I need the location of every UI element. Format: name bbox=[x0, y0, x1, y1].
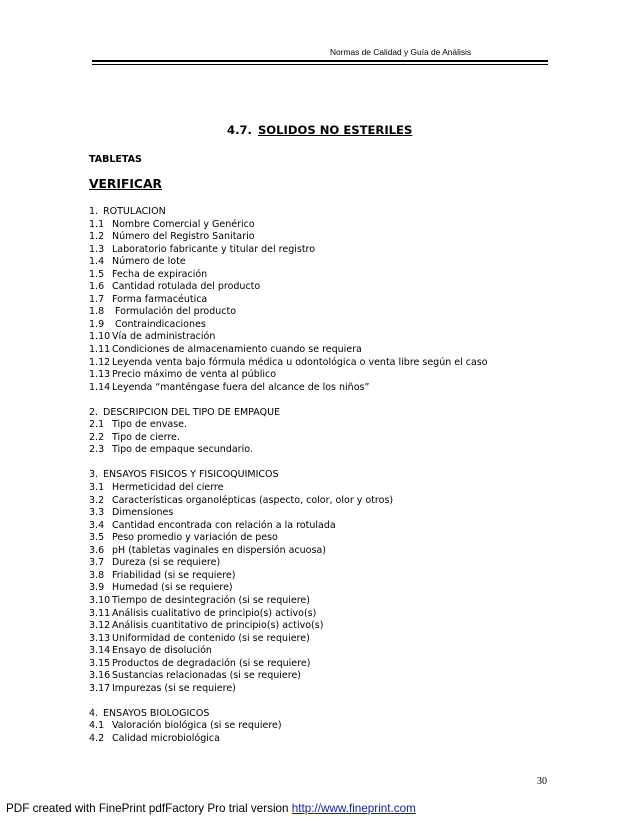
item-text: Peso promedio y variación de peso bbox=[112, 532, 278, 544]
item-text: Número de lote bbox=[112, 256, 186, 268]
list-item bbox=[89, 269, 488, 282]
item-text: Cantidad rotulada del producto bbox=[112, 281, 261, 293]
item-number: 4.2 bbox=[89, 732, 105, 744]
item-text: Calidad microbiológica bbox=[112, 732, 220, 744]
item-text: Condiciones de almacenamiento cuando se requiera bbox=[112, 344, 362, 356]
item-number: 1.2 bbox=[89, 231, 105, 243]
item-number: 1.9 bbox=[89, 318, 105, 330]
footer-link[interactable]: http://www.fineprint.com bbox=[291, 802, 416, 815]
list-item bbox=[89, 733, 488, 746]
list-item bbox=[89, 344, 488, 357]
checklist bbox=[89, 206, 488, 758]
item-number: 3.13 bbox=[89, 632, 111, 644]
item-number: 3.2 bbox=[89, 494, 105, 506]
checklist-group bbox=[89, 469, 488, 695]
list-item bbox=[89, 281, 488, 294]
group-title bbox=[89, 407, 488, 420]
list-item bbox=[89, 683, 488, 696]
section-title-text: SOLIDOS NO ESTERILES bbox=[257, 123, 413, 137]
list-item bbox=[89, 608, 488, 621]
item-text: Ensayo de disolución bbox=[112, 645, 212, 657]
item-number: 1.7 bbox=[89, 293, 105, 305]
list-item bbox=[89, 256, 488, 269]
item-number: 3.3 bbox=[89, 507, 105, 519]
list-item bbox=[89, 419, 488, 432]
list-item bbox=[89, 357, 488, 370]
item-text: Tipo de empaque secundario. bbox=[112, 444, 253, 456]
item-number: 2.3 bbox=[89, 444, 105, 456]
item-number: 1.14 bbox=[89, 381, 111, 393]
list-item bbox=[89, 369, 488, 382]
item-text: Valoración biológica (si se requiere) bbox=[112, 720, 282, 732]
item-text: Cantidad encontrada con relación a la rotulada bbox=[112, 519, 336, 531]
list-item bbox=[89, 658, 488, 671]
section-number: 4.7. bbox=[227, 123, 252, 137]
item-number: 3.8 bbox=[89, 569, 105, 581]
group-title-text: ENSAYOS FISICOS Y FISICOQUIMICOS bbox=[103, 469, 279, 481]
list-item bbox=[89, 306, 488, 319]
group-title bbox=[89, 708, 488, 721]
subtitle: TABLETAS bbox=[89, 154, 142, 165]
item-text: Análisis cuantitativo de principio(s) activo(s) bbox=[112, 620, 324, 632]
checklist-group bbox=[89, 407, 488, 457]
group-number: 2. bbox=[89, 406, 99, 418]
running-header: Normas de Calidad y Guía de Análisis bbox=[330, 47, 472, 57]
item-text: pH (tabletas vaginales en dispersión acuosa) bbox=[112, 544, 326, 556]
list-item bbox=[89, 620, 488, 633]
item-text: Forma farmacéutica bbox=[112, 293, 208, 305]
list-item bbox=[89, 495, 488, 508]
item-number: 3.6 bbox=[89, 544, 105, 556]
group-title bbox=[89, 206, 488, 219]
item-text: Impurezas (si se requiere) bbox=[112, 682, 236, 694]
list-item bbox=[89, 331, 488, 344]
item-text: Tiempo de desintegración (si se requiere) bbox=[112, 594, 310, 606]
item-text: Hermeticidad del cierre bbox=[112, 482, 224, 494]
item-number: 1.12 bbox=[89, 356, 111, 368]
group-title-text: DESCRIPCION DEL TIPO DE EMPAQUE bbox=[103, 406, 281, 418]
item-number: 1.8 bbox=[89, 306, 105, 318]
list-item bbox=[89, 595, 488, 608]
list-item bbox=[89, 545, 488, 558]
footer-text: PDF created with FinePrint pdfFactory Pro trial version bbox=[6, 802, 292, 815]
item-number: 3.15 bbox=[89, 657, 111, 669]
item-text: Dureza (si se requiere) bbox=[112, 557, 221, 569]
item-number: 3.14 bbox=[89, 645, 111, 657]
item-text: Leyenda venta bajo fórmula médica u odontológica o venta libre según el caso bbox=[112, 356, 488, 368]
list-item bbox=[89, 520, 488, 533]
list-item bbox=[89, 633, 488, 646]
page-number: 30 bbox=[537, 776, 547, 787]
item-number: 3.7 bbox=[89, 557, 105, 569]
item-text: Uniformidad de contenido (si se requiere) bbox=[112, 632, 310, 644]
item-number: 2.2 bbox=[89, 431, 105, 443]
list-item bbox=[89, 319, 488, 332]
list-item bbox=[89, 482, 488, 495]
list-item bbox=[89, 219, 488, 232]
item-number: 1.11 bbox=[89, 344, 111, 356]
item-text: Sustancias relacionadas (si se requiere) bbox=[112, 670, 302, 682]
item-number: 1.1 bbox=[89, 218, 105, 230]
header-rule-thin bbox=[92, 64, 548, 65]
header-rule bbox=[92, 60, 548, 62]
list-item bbox=[89, 244, 488, 257]
item-text: Leyenda “manténgase fuera del alcance de los niños” bbox=[112, 381, 370, 393]
checklist-group bbox=[89, 206, 488, 394]
item-text: Nombre Comercial y Genérico bbox=[112, 218, 255, 230]
item-number: 1.13 bbox=[89, 369, 111, 381]
list-item bbox=[89, 432, 488, 445]
item-number: 1.6 bbox=[89, 281, 105, 293]
section-title bbox=[227, 123, 412, 137]
item-text: Tipo de envase. bbox=[112, 419, 188, 431]
list-item bbox=[89, 557, 488, 570]
list-item bbox=[89, 532, 488, 545]
item-number: 1.5 bbox=[89, 268, 105, 280]
group-number: 3. bbox=[89, 469, 99, 481]
item-number: 3.11 bbox=[89, 607, 111, 619]
item-number: 2.1 bbox=[89, 419, 105, 431]
group-number: 1. bbox=[89, 206, 99, 217]
item-text: Análisis cualitativo de principio(s) activo(s) bbox=[112, 607, 317, 619]
item-text: Productos de degradación (si se requiere) bbox=[112, 657, 311, 669]
item-number: 3.5 bbox=[89, 532, 105, 544]
list-item bbox=[89, 582, 488, 595]
item-number: 3.1 bbox=[89, 482, 105, 494]
item-number: 3.16 bbox=[89, 670, 111, 682]
item-text: Precio máximo de venta al público bbox=[112, 369, 277, 381]
item-number: 1.3 bbox=[89, 243, 105, 255]
item-text: Laboratorio fabricante y titular del registro bbox=[112, 243, 316, 255]
list-item bbox=[89, 382, 488, 395]
item-number: 3.4 bbox=[89, 519, 105, 531]
list-item bbox=[89, 670, 488, 683]
item-number: 3.10 bbox=[89, 594, 111, 606]
item-text: Fecha de expiración bbox=[112, 268, 208, 280]
group-title-text: ENSAYOS BIOLOGICOS bbox=[103, 707, 210, 719]
list-item bbox=[89, 294, 488, 307]
item-number: 3.9 bbox=[89, 582, 105, 594]
item-number: 4.1 bbox=[89, 720, 105, 732]
item-text: Friabilidad (si se requiere) bbox=[112, 569, 236, 581]
verify-heading: VERIFICAR bbox=[89, 177, 162, 191]
group-number: 4. bbox=[89, 707, 99, 719]
list-item bbox=[89, 645, 488, 658]
list-item bbox=[89, 507, 488, 520]
item-text: Características organolépticas (aspecto, color, olor y otros) bbox=[112, 494, 394, 506]
pdf-footer bbox=[6, 802, 416, 815]
list-item bbox=[89, 444, 488, 457]
item-text: Tipo de cierre. bbox=[112, 431, 180, 443]
list-item bbox=[89, 570, 488, 583]
item-number: 3.17 bbox=[89, 682, 111, 694]
group-title-text: ROTULACION bbox=[103, 206, 166, 217]
item-number: 1.4 bbox=[89, 256, 105, 268]
item-text: Contraindicaciones bbox=[112, 318, 206, 330]
item-text: Formulación del producto bbox=[112, 306, 237, 318]
list-item bbox=[89, 720, 488, 733]
item-number: 1.10 bbox=[89, 331, 111, 343]
list-item bbox=[89, 231, 488, 244]
item-text: Número del Registro Sanitario bbox=[112, 231, 255, 243]
group-title bbox=[89, 469, 488, 482]
item-text: Dimensiones bbox=[112, 507, 174, 519]
item-text: Vía de administración bbox=[112, 331, 216, 343]
checklist-group bbox=[89, 708, 488, 746]
item-number: 3.12 bbox=[89, 620, 111, 632]
item-text: Humedad (si se requiere) bbox=[112, 582, 233, 594]
